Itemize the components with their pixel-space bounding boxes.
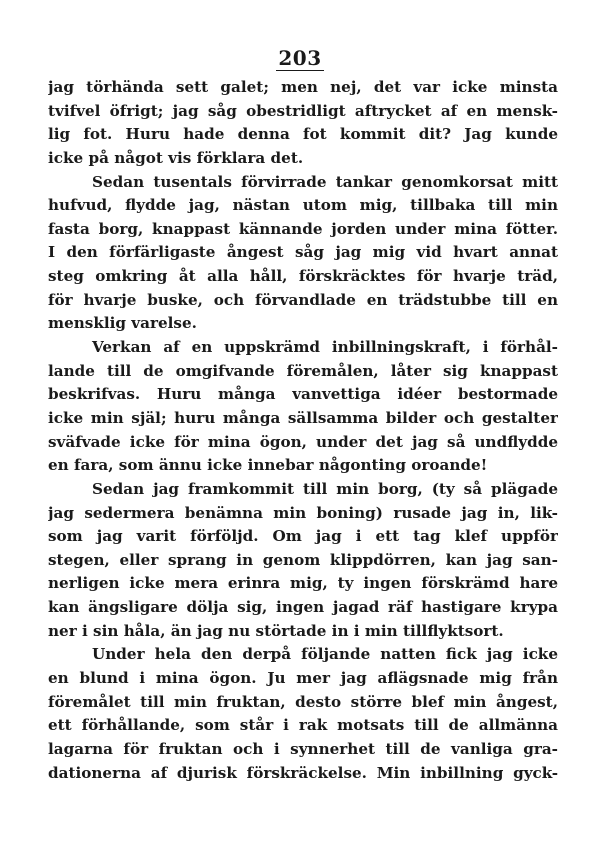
text-line: en blund i mina ögon. Ju mer jag aflägsnade mig från [48, 669, 558, 688]
text-line: steg omkring åt alla håll, förskräcktes för hvarje träd, [48, 267, 558, 286]
page-number [0, 46, 600, 71]
text-line: beskrifvas. Huru många vanvettiga idéer bestormade [48, 385, 558, 404]
text-line: ner i sin håla, än jag nu störtade in i min tillflyktsort. [48, 621, 504, 640]
text-line: lig fot. Huru hade denna fot kommit dit? Jag kunde [48, 125, 558, 144]
text-line: en fara, som ännu icke innebar någonting oroande! [48, 456, 488, 475]
page-number-text: 203 [278, 46, 322, 70]
text-line: fasta borg, knappast kännande jorden under mina fötter. [48, 219, 558, 238]
text-line: som jag varit förföljd. Om jag i ett tag klef uppför [48, 527, 558, 546]
text-line: Sedan tusentals förvirrade tankar genomkorsat mitt [92, 172, 558, 191]
text-line: sväfvade icke för mina ögon, under det jag så undflydde [48, 432, 558, 451]
text-line: I den förfärligaste ångest såg jag mig vid hvart annat [48, 243, 558, 262]
text-line: jag sedermera benämna min boning) rusade jag in, lik- [48, 503, 558, 522]
text-line: för hvarje buske, och förvandlade en trädstubbe till en [48, 290, 558, 309]
text-line: hufvud, flydde jag, nästan utom mig, tillbaka till min [48, 196, 558, 215]
text-line: lagarna för fruktan och i synnerhet till de vanliga gra- [48, 739, 558, 758]
text-line: lande till de omgifvande föremålen, låter sig knappast [48, 361, 558, 380]
text-line: icke på något vis förklara det. [48, 148, 304, 167]
text-line: Sedan jag framkommit till min borg, (ty så plägade [92, 479, 558, 498]
text-line: tvifvel öfrigt; jag såg obestridligt aftrycket af en mensk- [48, 101, 558, 120]
text-line: stegen, eller sprang in genom klippdörren, kan jag san- [48, 550, 558, 569]
text-line: Verkan af en uppskrämd inbillningskraft, i förhål- [92, 338, 558, 357]
text-line: ett förhållande, som står i rak motsats till de allmänna [48, 716, 558, 735]
text-line: föremålet till min fruktan, desto större blef min ångest, [48, 692, 558, 711]
text-line: kan ängsligare dölja sig, ingen jagad räf hastigare krypa [48, 598, 558, 617]
text-line: jag törhända sett galet; men nej, det var icke minsta [48, 78, 558, 96]
text-line: dationerna af djurisk förskräckelse. Min inbillning gyck- [48, 763, 558, 782]
text-line: Under hela den derpå följande natten fick jag icke [92, 645, 558, 664]
text-line: nerligen icke mera erinra mig, ty ingen förskrämd hare [48, 574, 558, 593]
text-line: icke min själ; huru många sällsamma bilder och gestalter [48, 408, 558, 427]
text-line: mensklig varelse. [48, 314, 197, 333]
body-text [48, 76, 558, 785]
